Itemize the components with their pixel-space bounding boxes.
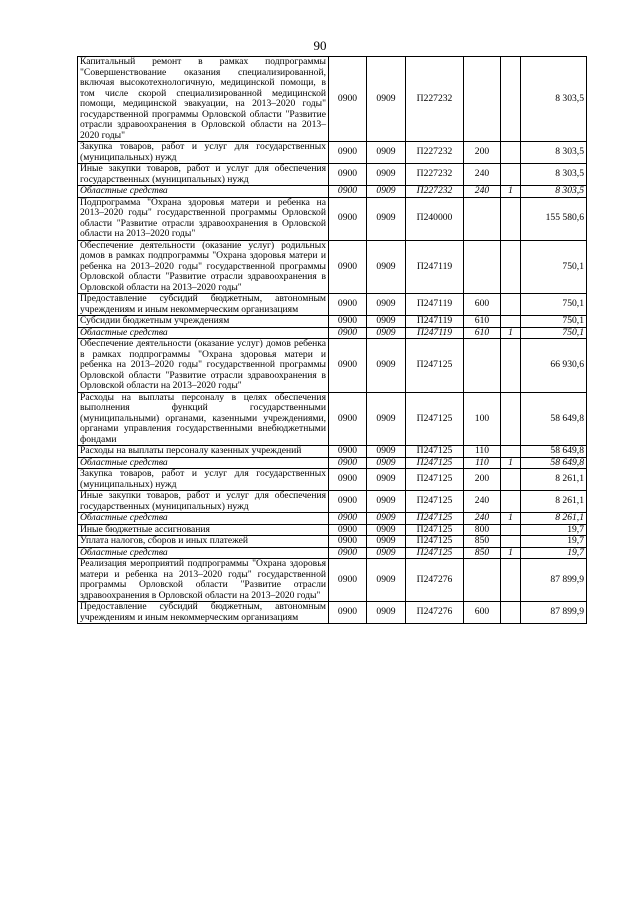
row-section-code: 0900 [329,491,367,513]
row-section-code: 0900 [329,339,367,393]
row-name: Предоставление субсидий бюджетным, автономным учреждениям и иным некоммерческим организациям [78,602,329,624]
row-expense-type: 600 [464,294,501,316]
row-expense-type: 240 [464,164,501,186]
row-section-code: 0900 [329,197,367,240]
row-funding-source [501,294,521,316]
row-expense-type [464,57,501,142]
row-target-code: П247125 [406,491,464,513]
row-subsection-code: 0909 [367,392,406,446]
row-target-code: П247125 [406,547,464,559]
table-row [78,142,587,164]
row-subsection-code: 0909 [367,186,406,198]
row-funding-source [501,469,521,491]
row-expense-type [464,240,501,294]
row-subsection-code: 0909 [367,142,406,164]
row-expense-type [464,197,501,240]
row-amount: 19,7 [521,547,587,559]
row-target-code: П227232 [406,142,464,164]
row-subsection-code: 0909 [367,339,406,393]
row-expense-type [464,559,501,602]
row-subsection-code: 0909 [367,164,406,186]
table-row-regional-funds [78,457,587,469]
row-section-code: 0900 [329,164,367,186]
row-funding-source [501,446,521,458]
row-section-code: 0900 [329,294,367,316]
row-subsection-code: 0909 [367,491,406,513]
row-amount: 750,1 [521,316,587,328]
table-row [78,197,587,240]
row-section-code: 0900 [329,559,367,602]
row-section-code: 0900 [329,446,367,458]
row-amount: 155 580,6 [521,197,587,240]
table-row [78,316,587,328]
row-amount: 750,1 [521,240,587,294]
table-row [78,240,587,294]
row-expense-type: 850 [464,536,501,548]
row-subsection-code: 0909 [367,327,406,339]
table-row [78,559,587,602]
row-expense-type: 110 [464,446,501,458]
row-name: Расходы на выплаты персоналу казенных учреждений [78,446,329,458]
row-subsection-code: 0909 [367,513,406,525]
row-section-code: 0900 [329,457,367,469]
table-row [78,469,587,491]
row-amount: 87 899,9 [521,559,587,602]
row-expense-type: 240 [464,186,501,198]
row-subsection-code: 0909 [367,294,406,316]
row-subsection-code: 0909 [367,57,406,142]
row-funding-source [501,164,521,186]
row-amount: 87 899,9 [521,602,587,624]
row-target-code: П247125 [406,536,464,548]
row-name: Иные бюджетные ассигнования [78,524,329,536]
row-name: Капитальный ремонт в рамках подпрограммы "Совершенствование оказания специализированной, включая высокотехнологичную, медицинской помощи, в том числе скорой специализированной медицинской помощи, медицинской эвакуации, на 2013–2020 годы" государственной программы Орловской области "Развитие отрасли здравоохранения в Орловской области на 2013–2020 годы" [78,57,329,142]
table-row-regional-funds [78,327,587,339]
row-section-code: 0900 [329,536,367,548]
row-section-code: 0900 [329,513,367,525]
row-amount: 750,1 [521,294,587,316]
row-amount: 66 930,6 [521,339,587,393]
row-target-code: П227232 [406,186,464,198]
row-subsection-code: 0909 [367,559,406,602]
row-target-code: П247125 [406,339,464,393]
row-amount: 8 303,5 [521,186,587,198]
row-name: Реализация мероприятий подпрограммы "Охрана здоровья матери и ребенка на 2013–2020 годы" государственной программы Орловской области "Развитие отрасли здравоохранения в Орловской области на 2013–2020 годы" [78,559,329,602]
row-funding-source: 1 [501,513,521,525]
row-section-code: 0900 [329,602,367,624]
table-row-regional-funds [78,513,587,525]
row-name: Областные средства [78,513,329,525]
row-funding-source [501,392,521,446]
row-name: Подпрограмма "Охрана здоровья матери и ребенка на 2013–2020 годы" государственной программы Орловской области "Развитие отрасли здравоохранения в Орловской области на 2013–2020 годы" [78,197,329,240]
row-subsection-code: 0909 [367,524,406,536]
row-target-code: П247119 [406,316,464,328]
table-row [78,294,587,316]
row-section-code: 0900 [329,240,367,294]
row-expense-type: 610 [464,327,501,339]
row-name: Уплата налогов, сборов и иных платежей [78,536,329,548]
row-name: Иные закупки товаров, работ и услуг для обеспечения государственных (муниципальных) нужд [78,491,329,513]
row-expense-type: 110 [464,457,501,469]
row-funding-source [501,524,521,536]
row-section-code: 0900 [329,57,367,142]
table-row [78,57,587,142]
row-target-code: П247119 [406,294,464,316]
table-row-regional-funds [78,547,587,559]
row-amount: 58 649,8 [521,392,587,446]
budget-table [77,56,587,624]
row-funding-source [501,339,521,393]
row-section-code: 0900 [329,392,367,446]
row-section-code: 0900 [329,469,367,491]
row-expense-type: 800 [464,524,501,536]
row-funding-source [501,491,521,513]
row-amount: 58 649,8 [521,446,587,458]
row-subsection-code: 0909 [367,547,406,559]
row-target-code: П247276 [406,559,464,602]
table-row [78,392,587,446]
row-amount: 8 261,1 [521,469,587,491]
row-subsection-code: 0909 [367,446,406,458]
row-name: Расходы на выплаты персоналу в целях обеспечения выполнения функций государственными (муниципальными) органами, казенными учреждениями, органами управления государственными внебюджетными фондами [78,392,329,446]
table-row-regional-funds [78,186,587,198]
row-amount: 58 649,8 [521,457,587,469]
row-target-code: П247119 [406,327,464,339]
row-funding-source: 1 [501,327,521,339]
table-row [78,524,587,536]
row-name: Областные средства [78,327,329,339]
row-subsection-code: 0909 [367,469,406,491]
row-amount: 8 261,1 [521,513,587,525]
row-funding-source [501,559,521,602]
row-subsection-code: 0909 [367,457,406,469]
row-target-code: П247119 [406,240,464,294]
row-expense-type: 200 [464,142,501,164]
row-amount: 750,1 [521,327,587,339]
page-number: 90 [313,38,327,53]
row-name: Субсидии бюджетным учреждениям [78,316,329,328]
row-name: Предоставление субсидий бюджетным, автономным учреждениям и иным некоммерческим организациям [78,294,329,316]
table-row [78,536,587,548]
row-funding-source: 1 [501,457,521,469]
row-section-code: 0900 [329,524,367,536]
row-target-code: П240000 [406,197,464,240]
row-funding-source: 1 [501,547,521,559]
row-name: Областные средства [78,457,329,469]
row-target-code: П247125 [406,513,464,525]
row-name: Обеспечение деятельности (оказание услуг) родильных домов в рамках подпрограммы "Охрана здоровья матери и ребенка на 2013–2020 годы" государственной программы Орловской области "Развитие отрасли здравоохранения в Орловской области на 2013–2020 годы" [78,240,329,294]
row-name: Областные средства [78,547,329,559]
row-expense-type: 240 [464,513,501,525]
row-expense-type: 100 [464,392,501,446]
row-target-code: П247276 [406,602,464,624]
row-funding-source [501,142,521,164]
table-row [78,491,587,513]
row-section-code: 0900 [329,186,367,198]
row-expense-type: 850 [464,547,501,559]
row-amount: 19,7 [521,524,587,536]
table-row [78,164,587,186]
row-funding-source [501,240,521,294]
row-expense-type: 600 [464,602,501,624]
row-name: Областные средства [78,186,329,198]
row-subsection-code: 0909 [367,197,406,240]
row-funding-source [501,316,521,328]
row-subsection-code: 0909 [367,602,406,624]
row-amount: 8 303,5 [521,57,587,142]
row-amount: 8 303,5 [521,142,587,164]
row-target-code: П227232 [406,57,464,142]
row-section-code: 0900 [329,327,367,339]
row-section-code: 0900 [329,547,367,559]
row-name: Закупка товаров, работ и услуг для государственных (муниципальных) нужд [78,469,329,491]
row-name: Закупка товаров, работ и услуг для государственных (муниципальных) нужд [78,142,329,164]
row-expense-type: 240 [464,491,501,513]
row-funding-source [501,57,521,142]
row-expense-type: 200 [464,469,501,491]
row-target-code: П247125 [406,392,464,446]
row-funding-source [501,602,521,624]
row-subsection-code: 0909 [367,536,406,548]
table-row [78,446,587,458]
row-target-code: П247125 [406,457,464,469]
row-name: Иные закупки товаров, работ и услуг для обеспечения государственных (муниципальных) нужд [78,164,329,186]
row-subsection-code: 0909 [367,316,406,328]
row-section-code: 0900 [329,316,367,328]
row-section-code: 0900 [329,142,367,164]
row-subsection-code: 0909 [367,240,406,294]
row-expense-type: 610 [464,316,501,328]
row-name: Обеспечение деятельности (оказание услуг) домов ребенка в рамках подпрограммы "Охрана здоровья матери и ребенка на 2013–2020 годы" государственной программы Орловской области "Развитие отрасли здравоохранения в Орловской области на 2013–2020 годы" [78,339,329,393]
row-amount: 8 261,1 [521,491,587,513]
table-row [78,339,587,393]
row-funding-source: 1 [501,186,521,198]
row-target-code: П227232 [406,164,464,186]
row-funding-source [501,197,521,240]
table-row [78,602,587,624]
row-funding-source [501,536,521,548]
row-amount: 19,7 [521,536,587,548]
row-target-code: П247125 [406,469,464,491]
row-expense-type [464,339,501,393]
row-amount: 8 303,5 [521,164,587,186]
row-target-code: П247125 [406,524,464,536]
row-target-code: П247125 [406,446,464,458]
